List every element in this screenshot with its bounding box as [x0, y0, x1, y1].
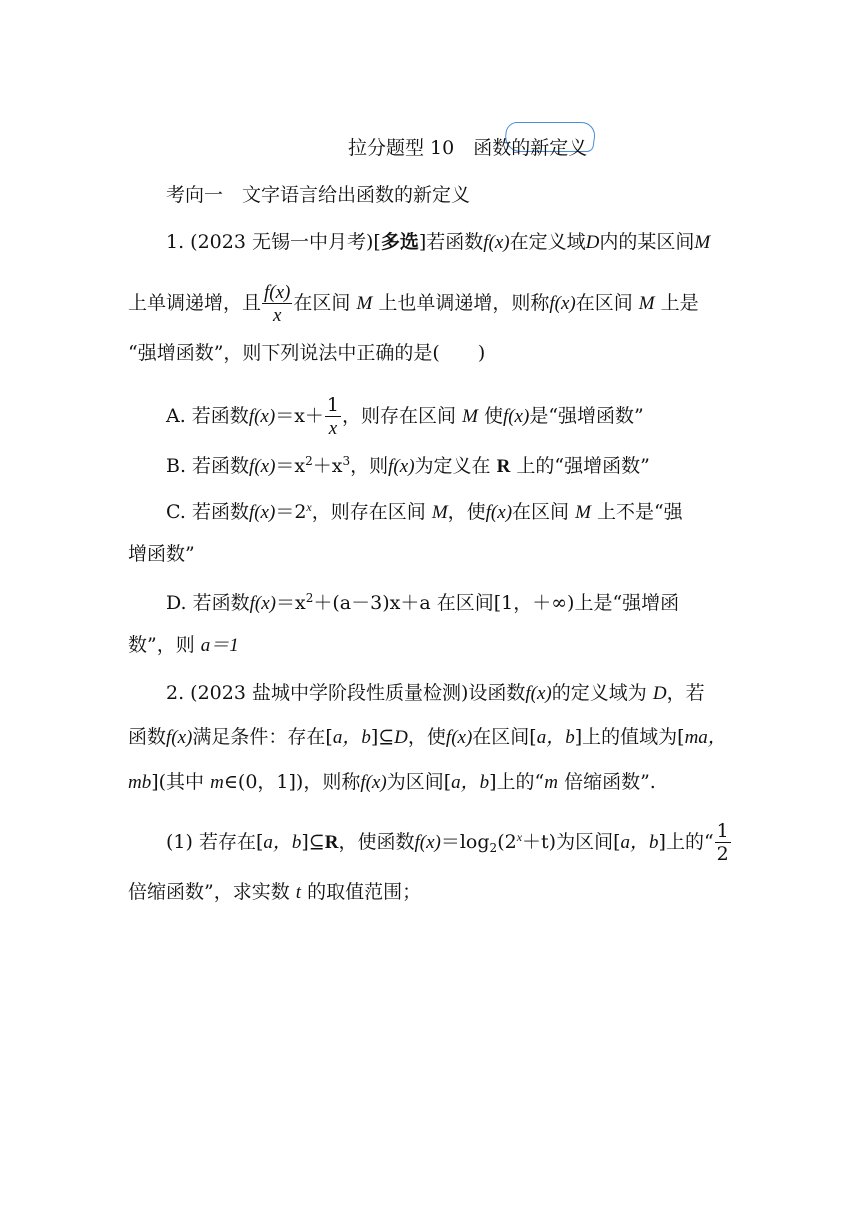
q1-option-c: C. 若函数$f(x)=2^x$，则存在区间 M，使f(x)在区间 M 上不是“强	[166, 500, 683, 523]
q1-option-b: B. 若函数$f(x)=x^2+x^3$，则f(x)为定义在 R 上的“强增函数”	[166, 454, 650, 477]
q1-line-3: “强增函数”，则下列说法中正确的是( )	[128, 342, 486, 364]
section-heading: 考向一 文字语言给出函数的新定义	[166, 184, 471, 206]
fraction-fx-over-x: $\frac{f(x)}{x}$	[264, 282, 291, 326]
fraction-1-over-x: $\frac{1}{x}$	[326, 394, 339, 439]
q1-line-2: 上单调递增，且 $\frac{f(x)}{x}$ 在区间 M 上也单调递增，则称f(x)在区间 M 上是	[128, 282, 699, 326]
q2-line-3: mb](其中 m∈(0，1])，则称f(x)为区间[a，b]上的“m 倍缩函数”.	[128, 771, 656, 793]
q2-part-1: (1) 若存在[a，b]⊆R，使函数$f(x)=\log_2(2^x+t)$为区间[a，b]上的“ $\frac{1}{2}$	[166, 820, 729, 865]
q1-option-c-cont: 增函数”	[128, 543, 195, 565]
q2-part-1-cont: 倍缩函数”，求实数 t 的取值范围；	[128, 881, 422, 903]
fraction-1-over-2: $\frac{1}{2}$	[716, 820, 729, 865]
q1-option-d-cont: 数”，则 a＝1	[128, 634, 239, 656]
multi-select-tag: 多选	[380, 231, 419, 253]
q2-line-2: 函数f(x)满足条件：存在[a，b]⊆D，使f(x)在区间[a，b]上的值域为[ma，	[128, 726, 727, 748]
q2-line-1: 2. (2023 盐城中学阶段性质量检测)设函数f(x)的定义域为 D，若	[166, 682, 705, 704]
q1-option-a: A. 若函数f(x)＝x＋ $\frac{1}{x}$ ，则存在区间 M 使f(x)是“强增函数”	[166, 394, 644, 439]
page-title: 拉分题型 10 函数的新定义	[348, 137, 588, 159]
q1-option-d: D. 若函数$f(x)=x^2+(a-3)x+a$ 在区间[1，＋∞)上是“强增函	[166, 591, 680, 614]
q1-line-1: 1. (2023 无锡一中月考)[多选]若函数f(x)在定义域D内的某区间M	[166, 231, 711, 253]
